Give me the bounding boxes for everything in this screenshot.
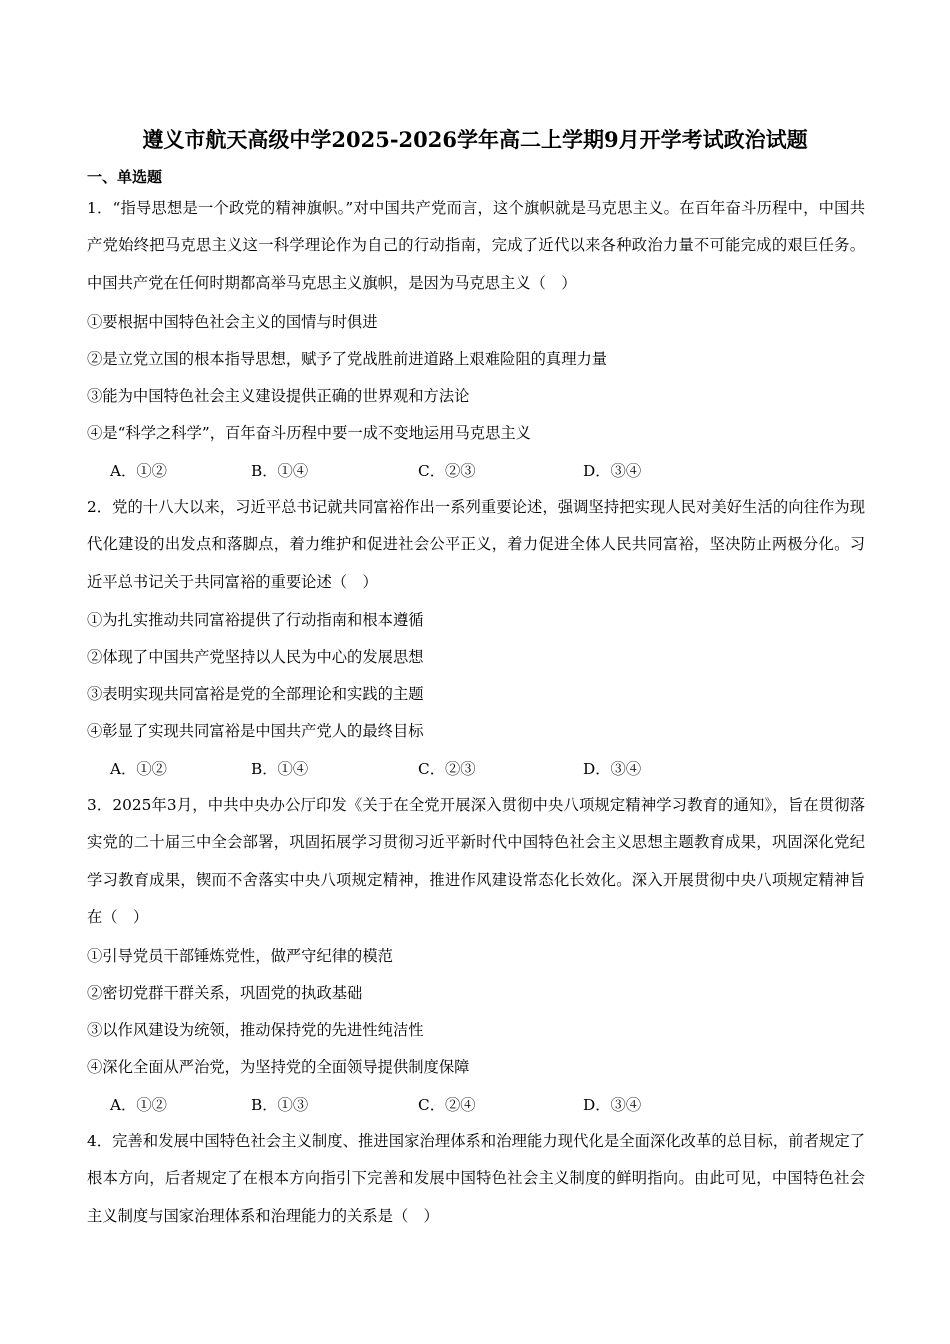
question-3-choice-a[interactable]: A．①② [110,1096,167,1114]
question-1-choice-d[interactable]: D．③④ [583,462,642,480]
question-2-stem: 2．党的十八大以来，习近平总书记就共同富裕作出一系列重要论述，强调坚持把实现人民对美好生活的向往作为现代化建设的出发点和落脚点，着力维护和促进社会公平正义，着力促进全体人民共同富裕，坚决防止两极分化。习近平总书记关于共同富裕的重要论述（ ） [87,498,865,591]
question-1-statement-1: ①要根据中国特色社会主义的国情与时俱进 [87,313,378,331]
question-2-choice-c[interactable]: C．②③ [418,760,476,778]
question-3-stem: 3．2025年3月，中共中央办公厅印发《关于在全党开展深入贯彻中央八项规定精神学习教育的通知》，旨在贯彻落实党的二十届三中全会部署，巩固拓展学习贯彻习近平新时代中国特色社会主义思想主题教育成果，巩固深化党纪学习教育成果，锲而不舍落实中央八项规定精神，推进作风建设常态化长效化。深入开展贯彻中央八项规定精神旨在（ ） [87,796,865,926]
question-3-choices [110,1095,710,1115]
question-2-choice-d[interactable]: D．③④ [583,760,642,778]
question-1-statement-4: ④是“科学之科学”，百年奋斗历程中要一成不变地运用马克思主义 [87,424,531,442]
question-2-choice-b[interactable]: B．①④ [251,760,309,778]
question-2-choice-a[interactable]: A．①② [110,760,167,778]
exam-title: 遵义市航天高级中学2025-2026学年高二上学期9月开学考试政治试题 [142,127,808,152]
question-1-statement-3: ③能为中国特色社会主义建设提供正确的世界观和方法论 [87,387,470,405]
question-1-stem: 1．“指导思想是一个政党的精神旗帜。”对中国共产党而言，这个旗帜就是马克思主义。在百年奋斗历程中，中国共产党始终把马克思主义这一科学理论作为自己的行动指南，完成了近代以来各种政治力量不可能完成的艰巨任务。中国共产党在任何时期都高举马克思主义旗帜，是因为马克思主义（ ） [87,199,865,292]
question-3-choice-c[interactable]: C．②④ [418,1096,476,1114]
question-2-statement-1: ①为扎实推动共同富裕提供了行动指南和根本遵循 [87,611,424,629]
question-1-statement-2: ②是立党立国的根本指导思想，赋予了党战胜前进道路上艰难险阻的真理力量 [87,350,608,368]
question-2-statement-2: ②体现了中国共产党坚持以人民为中心的发展思想 [87,648,424,666]
question-1-choices [110,461,710,481]
question-2-choices [110,759,710,779]
section-heading: 一、单选题 [87,168,163,186]
question-4-stem: 4．完善和发展中国特色社会主义制度、推进国家治理体系和治理能力现代化是全面深化改革的总目标，前者规定了根本方向，后者规定了在根本方向指引下完善和发展中国特色社会主义制度的鲜明指向。由此可见，中国特色社会主义制度与国家治理体系和治理能力的关系是（ ） [87,1132,865,1225]
question-3-statement-2: ②密切党群干群关系，巩固党的执政基础 [87,984,363,1002]
question-2-statement-3: ③表明实现共同富裕是党的全部理论和实践的主题 [87,685,424,703]
question-1-choice-c[interactable]: C．②③ [418,462,476,480]
question-3-statement-4: ④深化全面从严治党，为坚持党的全面领导提供制度保障 [87,1058,470,1076]
question-3-statement-1: ①引导党员干部锤炼党性，做严守纪律的模范 [87,947,393,965]
question-3-choice-d[interactable]: D．③④ [583,1096,642,1114]
question-2-statement-4: ④彰显了实现共同富裕是中国共产党人的最终目标 [87,722,424,740]
question-1-choice-a[interactable]: A．①② [110,462,167,480]
question-3-choice-b[interactable]: B．①③ [251,1096,309,1114]
question-3-statement-3: ③以作风建设为统领，推动保持党的先进性纯洁性 [87,1021,424,1039]
question-1-choice-b[interactable]: B．①④ [251,462,309,480]
